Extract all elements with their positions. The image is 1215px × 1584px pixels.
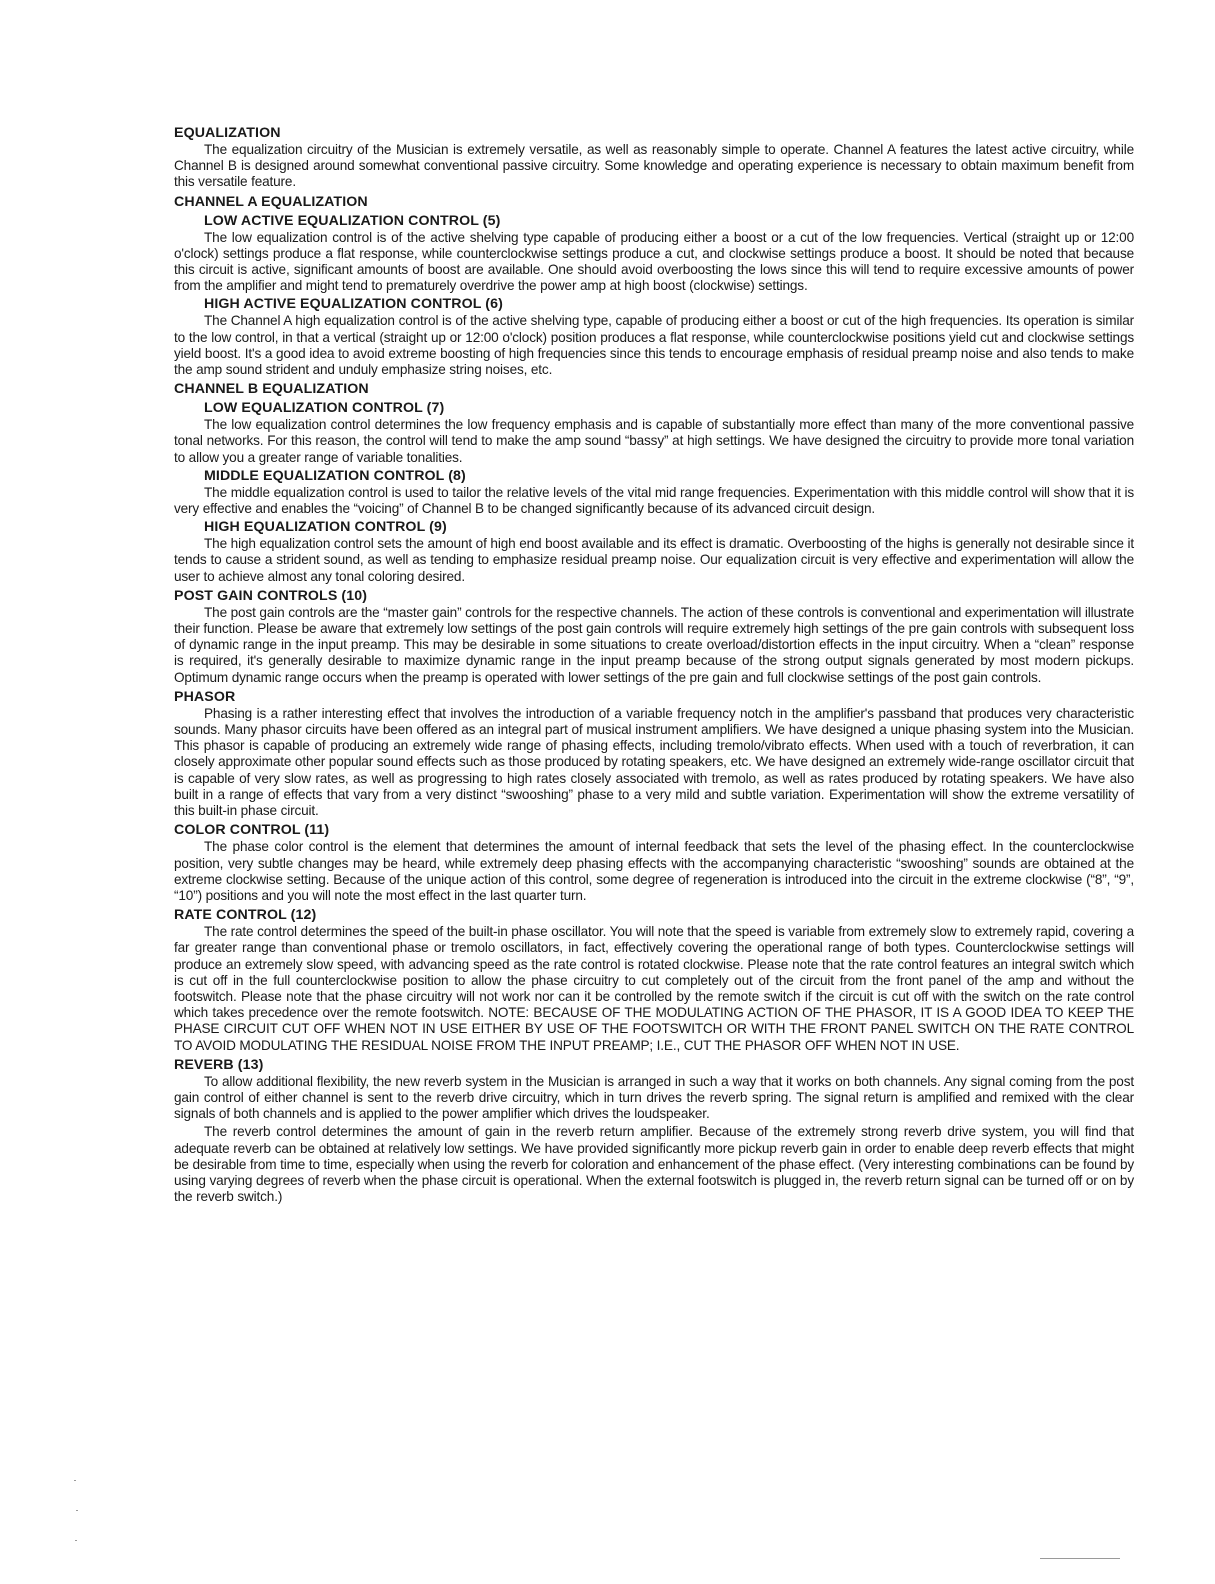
paragraph-high-eq: The high equalization control sets the amount of high end boost available and its effect is dramatic. Overboosting of the highs is generally not desirable since it tends to cause a strident sound, as well as tending to emphasize residual preamp noise. Our equalization circuit is very effective and experimentation will allow the user to achieve almost any tonal coloring desired. <box>174 536 1134 584</box>
paragraph-color-control: The phase color control is the element that determines the amount of internal feedback that sets the level of the phasing effect. In the counterclockwise position, very subtle changes may be heard, while extremely deep phasing effects with the accompanying characteristic “swooshing” sounds are obtained at the extreme clockwise setting. Because of the unique action of this control, some degree of regeneration is introduced into the circuit in the extreme clockwise (“8”, “9”, “10”) positions and you will note the most effect in the last quarter turn. <box>174 839 1134 903</box>
paragraph-low-eq: The low equalization control determines the low frequency emphasis and is capable of substantially more effect than many of the more conventional passive tonal networks. For this reason, the control will tend to make the amp sound “bassy” at high settings. We have designed the circuitry to provide more tonal variation to allow you a greater range of variable tonalities. <box>174 417 1134 465</box>
section-heading-phasor: PHASOR <box>174 688 236 705</box>
paragraph-equalization-intro: The equalization circuitry of the Musician is extremely versatile, as well as reasonably simple to operate. Channel A features the latest active circuitry, while Channel B is designed around somewhat conventional passive circuitry. Some knowledge and operating experience is necessary to obtain maximum benefit from this versatile feature. <box>174 142 1134 190</box>
subheading-high-eq-control: HIGH EQUALIZATION CONTROL (9) <box>204 519 447 536</box>
section-heading-channel-b-equalization: CHANNEL B EQUALIZATION <box>174 381 369 398</box>
paragraph-rate-control: The rate control determines the speed of the built-in phase oscillator. You will note that the speed is variable from extremely slow to extremely rapid, covering a far greater range than conventional phase or tremolo oscillators, in fact, effectively covering the operational range of both types. Counterclockwise settings will produce an extremely slow speed, with advancing speed as the rate control is rotated clockwise. Please note that the rate control features an integral switch which is cut off in the full counterclockwise position to allow the phase circuitry to cut completely out of the circuit from the front panel of the amp and without the footswitch. Please note that the phase circuitry will not work nor can it be controlled by the remote switch if the circuit is cut off with the switch on the rate control which takes precedence over the remote footswitch. NOTE: BECAUSE OF THE MODULATING ACTION OF THE PHASOR, IT IS A GOOD IDEA TO KEEP THE PHASE CIRCUIT CUT OFF WHEN NOT IN USE EITHER BY USE OF THE FOOTSWITCH OR WITH THE FRONT PANEL SWITCH ON THE RATE CONTROL TO AVOID MODULATING THE RESIDUAL NOISE FROM THE INPUT PREAMP; I.E., CUT THE PHASOR OFF WHEN NOT IN USE. <box>174 924 1134 1053</box>
scan-speck <box>74 1480 76 1481</box>
paragraph-low-active-eq: The low equalization control is of the active shelving type capable of producing either a boost or a cut of the low frequencies. Vertical (straight up or 12:00 o'clock) settings produce a flat response, while counterclockwise settings produce a cut, and clockwise settings produce a boost. It should be noted that because this circuit is active, significant amounts of boost are available. One should avoid overboosting the lows since this will tend to require excessive amounts of power from the amplifier and might tend to prematurely overdrive the power amp at high boost (clockwise) settings. <box>174 229 1134 294</box>
subheading-high-active-eq-control: HIGH ACTIVE EQUALIZATION CONTROL (6) <box>204 296 503 313</box>
subheading-low-active-eq-control: LOW ACTIVE EQUALIZATION CONTROL (5) <box>204 212 501 229</box>
section-heading-rate-control: RATE CONTROL (12) <box>174 907 317 924</box>
section-heading-color-control: COLOR CONTROL (11) <box>174 822 330 839</box>
paragraph-post-gain: The post gain controls are the “master gain” controls for the respective channels. The action of these controls is conventional and experimentation will illustrate their function. Please be aware that extremely low settings of the post gain controls will require extremely high settings of the pre gain controls with subsequent loss of dynamic range in the input preamp. This may be desirable in some situations to create overload/distortion effects in the input circuitry. When a “clean” response is required, it's generally desirable to maximize dynamic range in the input preamp because of the strong output signals generated by most modern pickups. Optimum dynamic range occurs when the preamp is operated with lower settings of the pre gain and full clockwise settings of the post gain controls. <box>174 604 1134 685</box>
scan-speck <box>75 1540 77 1541</box>
section-heading-channel-a-equalization: CHANNEL A EQUALIZATION <box>174 193 368 210</box>
paragraph-phasor: Phasing is a rather interesting effect that involves the introduction of a variable frequency notch in the amplifier's passband that produces very characteristic sounds. Many phasor circuits have been offered as an integral part of musical instrument amplifiers. We have designed a unique phasing system into the Musician. This phasor is capable of producing an extremely wide range of phasing effects, including tremolo/vibrato effects. When used with a touch of reverbration, it can closely approximate other popular sound effects such as those produced by rotating speakers, etc. We have designed an extremely wide-range oscillator circuit that is capable of very slow rates, as well as progressing to high rates closely associated with tremolo, as well as rates produced by rotating speakers. We have also built in a range of effects that vary from a very distinct “swooshing” phase to a very mild and subtle variation. Experimentation will show the extreme versatility of this built-in phase circuit. <box>174 705 1134 819</box>
section-heading-equalization: EQUALIZATION <box>174 125 281 141</box>
subheading-low-eq-control: LOW EQUALIZATION CONTROL (7) <box>204 400 445 417</box>
paragraph-reverb-intro: To allow additional flexibility, the new reverb system in the Musician is arranged in such a way that it works on both channels. Any signal coming from the post gain control of either channel is sent to the reverb drive circuitry, which in turn drives the reverb spring. The signal return is amplified and remixed with the clear signals of both channels and is applied to the power amplifier which drives the loudspeaker. <box>174 1073 1134 1122</box>
manual-text-column <box>174 122 1134 1205</box>
paragraph-middle-eq: The middle equalization control is used to tailor the relative levels of the vital mid range frequencies. Experimentation with this middle control will show that it is very effective and enables the “voicing” of Channel B to be changed significantly because of its advanced circuit design. <box>174 484 1134 517</box>
paragraph-reverb-control: The reverb control determines the amount of gain in the reverb return amplifier. Because of the extremely strong reverb drive system, you will find that adequate reverb can be obtained at relatively low settings. We have provided significantly more pickup reverb gain in order to enable deep reverb effects that might be desirable from time to time, especially when using the reverb for coloration and enhancement of the phase effect. (Very interesting combinations can be found by using varying degrees of reverb when the phase circuit is operational. When the external footswitch is plugged in, the reverb return signal can be turned off or on by the reverb switch.) <box>174 1124 1134 1205</box>
scan-speck <box>76 1510 78 1511</box>
paragraph-high-active-eq: The Channel A high equalization control is of the active shelving type, capable of producing either a boost or cut of the high frequencies. Its operation is similar to the low control, in that a vertical (straight up or 12:00 o'clock) position produces a flat response, while counterclockwise positions yield cut and clockwise settings yield boost. It's a good idea to avoid extreme boosting of high frequencies since this tends to encourage emphasis of residual preamp noise and also tends to make the amp sound strident and unduly emphasize string noises, etc. <box>174 313 1134 378</box>
subheading-middle-eq-control: MIDDLE EQUALIZATION CONTROL (8) <box>204 467 466 484</box>
section-heading-reverb: REVERB (13) <box>174 1056 264 1073</box>
scan-speck <box>1040 1558 1120 1559</box>
section-heading-post-gain-controls: POST GAIN CONTROLS (10) <box>174 587 368 604</box>
